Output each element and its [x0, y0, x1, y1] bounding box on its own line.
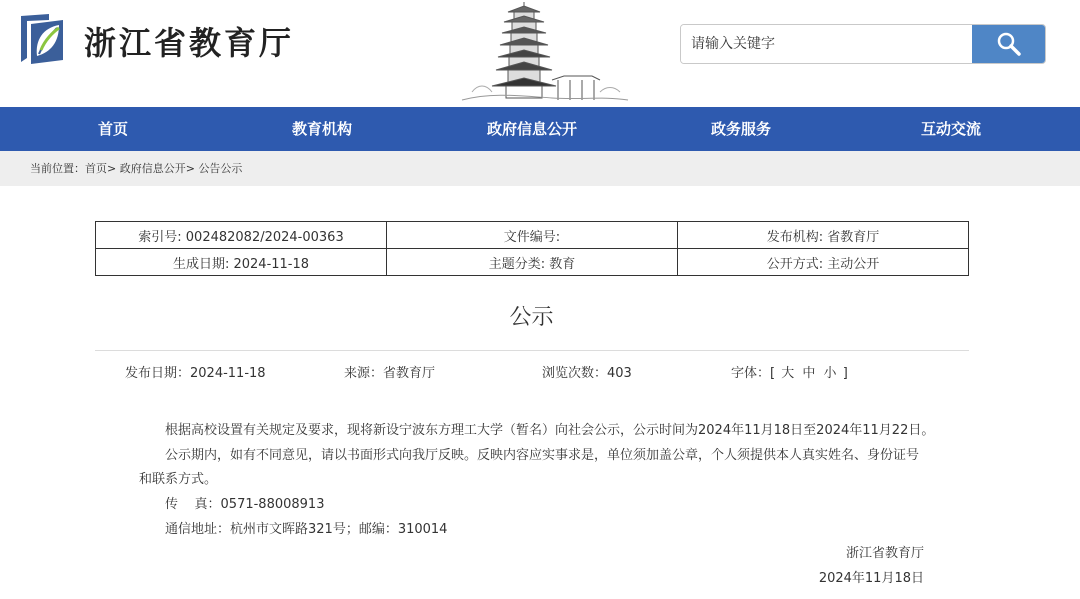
- search-box: [680, 24, 1046, 64]
- font-large-button[interactable]: 大: [781, 366, 795, 381]
- font-size-label: 字体：[: [731, 366, 776, 381]
- breadcrumb: [30, 151, 242, 186]
- paragraph-feedback: 公示期内，如有不同意见，请以书面形式向我厅反映。反映内容应实事求是，单位须加盖公章，个人须提供本人真实姓名、身份证号: [165, 448, 920, 463]
- breadcrumb-home[interactable]: 首页: [85, 162, 107, 175]
- fax-number: 传 真：0571-88008913: [165, 497, 325, 512]
- nav-item-interaction[interactable]: 互动交流: [920, 120, 981, 138]
- nav-item-home[interactable]: 首页: [97, 120, 128, 138]
- breadcrumb-notices[interactable]: 公告公示: [198, 162, 243, 175]
- mailing-address: 通信地址：杭州市文晖路321号；邮编：310014: [165, 522, 448, 537]
- font-size-control: [731, 362, 848, 381]
- article-title: 公示: [509, 305, 554, 330]
- breadcrumb-gov-info[interactable]: 政府信息公开: [119, 162, 186, 175]
- site-title[interactable]: 浙江省教育厅: [84, 24, 295, 62]
- search-input[interactable]: [681, 25, 973, 63]
- main-nav: [0, 107, 1080, 151]
- publisher: 发布机构: 省教育厅: [678, 222, 969, 249]
- disclosure-method: 公开方式: 主动公开: [678, 249, 969, 276]
- breadcrumb-separator: >: [185, 162, 195, 175]
- signature-org: 浙江省教育厅: [845, 546, 924, 561]
- search-icon: [996, 31, 1022, 57]
- nav-item-institutions[interactable]: 教育机构: [291, 120, 352, 138]
- topic-category: 主题分类: 教育: [387, 249, 678, 276]
- source: 来源：省教育厅: [344, 366, 436, 381]
- font-medium-button[interactable]: 中: [802, 366, 816, 381]
- nav-item-services[interactable]: 政务服务: [710, 120, 771, 138]
- breadcrumb-separator: >: [107, 162, 117, 175]
- index-number: 索引号: 002482082/2024-00363: [96, 222, 387, 249]
- font-small-button[interactable]: 小: [823, 366, 837, 381]
- document-number: 文件编号:: [387, 222, 678, 249]
- publish-date: 发布日期：2024-11-18: [125, 366, 266, 381]
- divider: [95, 350, 969, 351]
- table-row: [96, 249, 969, 276]
- table-row: [96, 222, 969, 249]
- search-button[interactable]: [972, 25, 1045, 63]
- nav-item-gov-info[interactable]: 政府信息公开: [486, 120, 577, 138]
- view-count: 浏览次数：403: [542, 366, 632, 381]
- font-size-end: ]: [842, 366, 848, 381]
- paragraph-announcement: 根据高校设置有关规定及要求，现将新设宁波东方理工大学（暂名）向社会公示，公示时间为2024年11月18日至2024年11月22日。: [165, 423, 935, 438]
- breadcrumb-prefix: 当前位置：: [30, 162, 85, 175]
- pagoda-illustration: [452, 0, 630, 106]
- leaf-logo-icon[interactable]: [17, 10, 69, 66]
- breadcrumb-bar: [0, 151, 1080, 186]
- document-info-table: [95, 221, 969, 276]
- site-header: [0, 0, 1080, 107]
- paragraph-feedback-cont: 和联系方式。: [139, 472, 218, 487]
- signature-date: 2024年11月18日: [818, 571, 924, 586]
- created-date: 生成日期: 2024-11-18: [96, 249, 387, 276]
